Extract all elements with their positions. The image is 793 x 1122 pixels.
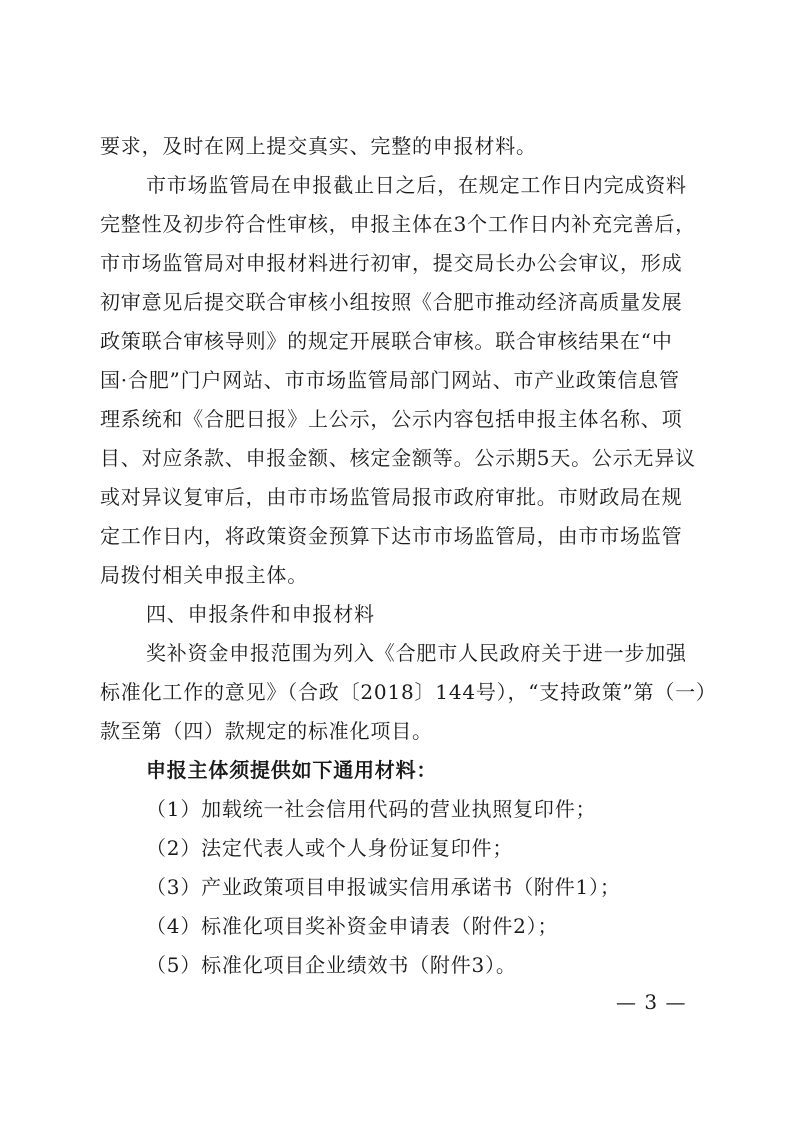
paragraph-line: 完整性及初步符合性审核，申报主体在3个工作日内补充完善后， — [100, 212, 696, 236]
paragraph-line: 要求，及时在网上提交真实、完整的申报材料。 — [100, 134, 537, 158]
paragraph-line: 标准化工作的意见》（合政〔2018〕144号），“支持政策”第（一） — [100, 680, 717, 704]
sub-heading: 申报主体须提供如下通用材料： — [146, 758, 438, 782]
list-item: （3）产业政策项目申报诚实信用承诺书（附件1）； — [146, 875, 621, 899]
paragraph-line: 国·合肥”门户网站、市市场监管局部门网站、市产业政策信息管 — [100, 368, 680, 392]
paragraph-line: 目、对应条款、申报金额、核定金额等。公示期5天。公示无异议 — [100, 446, 696, 470]
paragraph-line: 奖补资金申报范围为列入《合肥市人民政府关于进一步加强 — [146, 641, 687, 665]
page-number: — 3 — — [616, 990, 687, 1014]
paragraph-line: 定工作日内，将政策资金预算下达市市场监管局，由市市场监管 — [100, 524, 683, 548]
paragraph-line: 政策联合审核导则》的规定开展联合审核。联合审核结果在“中 — [100, 329, 673, 353]
paragraph-line: 款至第（四）款规定的标准化项目。 — [100, 719, 433, 743]
list-item: （4）标准化项目奖补资金申请表（附件2）； — [146, 914, 559, 938]
section-heading: 四、申报条件和申报材料 — [146, 602, 375, 626]
paragraph-line: 局拨付相关申报主体。 — [100, 563, 308, 587]
paragraph-line: 初审意见后提交联合审核小组按照《合肥市推动经济高质量发展 — [100, 290, 683, 314]
list-item: （5）标准化项目企业绩效书（附件3）。 — [146, 953, 517, 977]
body-text — [100, 127, 717, 985]
list-item: （2）法定代表人或个人身份证复印件； — [146, 836, 514, 860]
paragraph-line: 市市场监管局对申报材料进行初审，提交局长办公会审议，形成 — [100, 251, 683, 275]
paragraph-line: 理系统和《合肥日报》上公示，公示内容包括申报主体名称、项 — [100, 407, 683, 431]
paragraph-line: 或对异议复审后，由市市场监管局报市政府审批。市财政局在规 — [100, 485, 683, 509]
list-item: （1）加载统一社会信用代码的营业执照复印件； — [146, 797, 597, 821]
paragraph-line: 市市场监管局在申报截止日之后，在规定工作日内完成资料 — [146, 173, 687, 197]
